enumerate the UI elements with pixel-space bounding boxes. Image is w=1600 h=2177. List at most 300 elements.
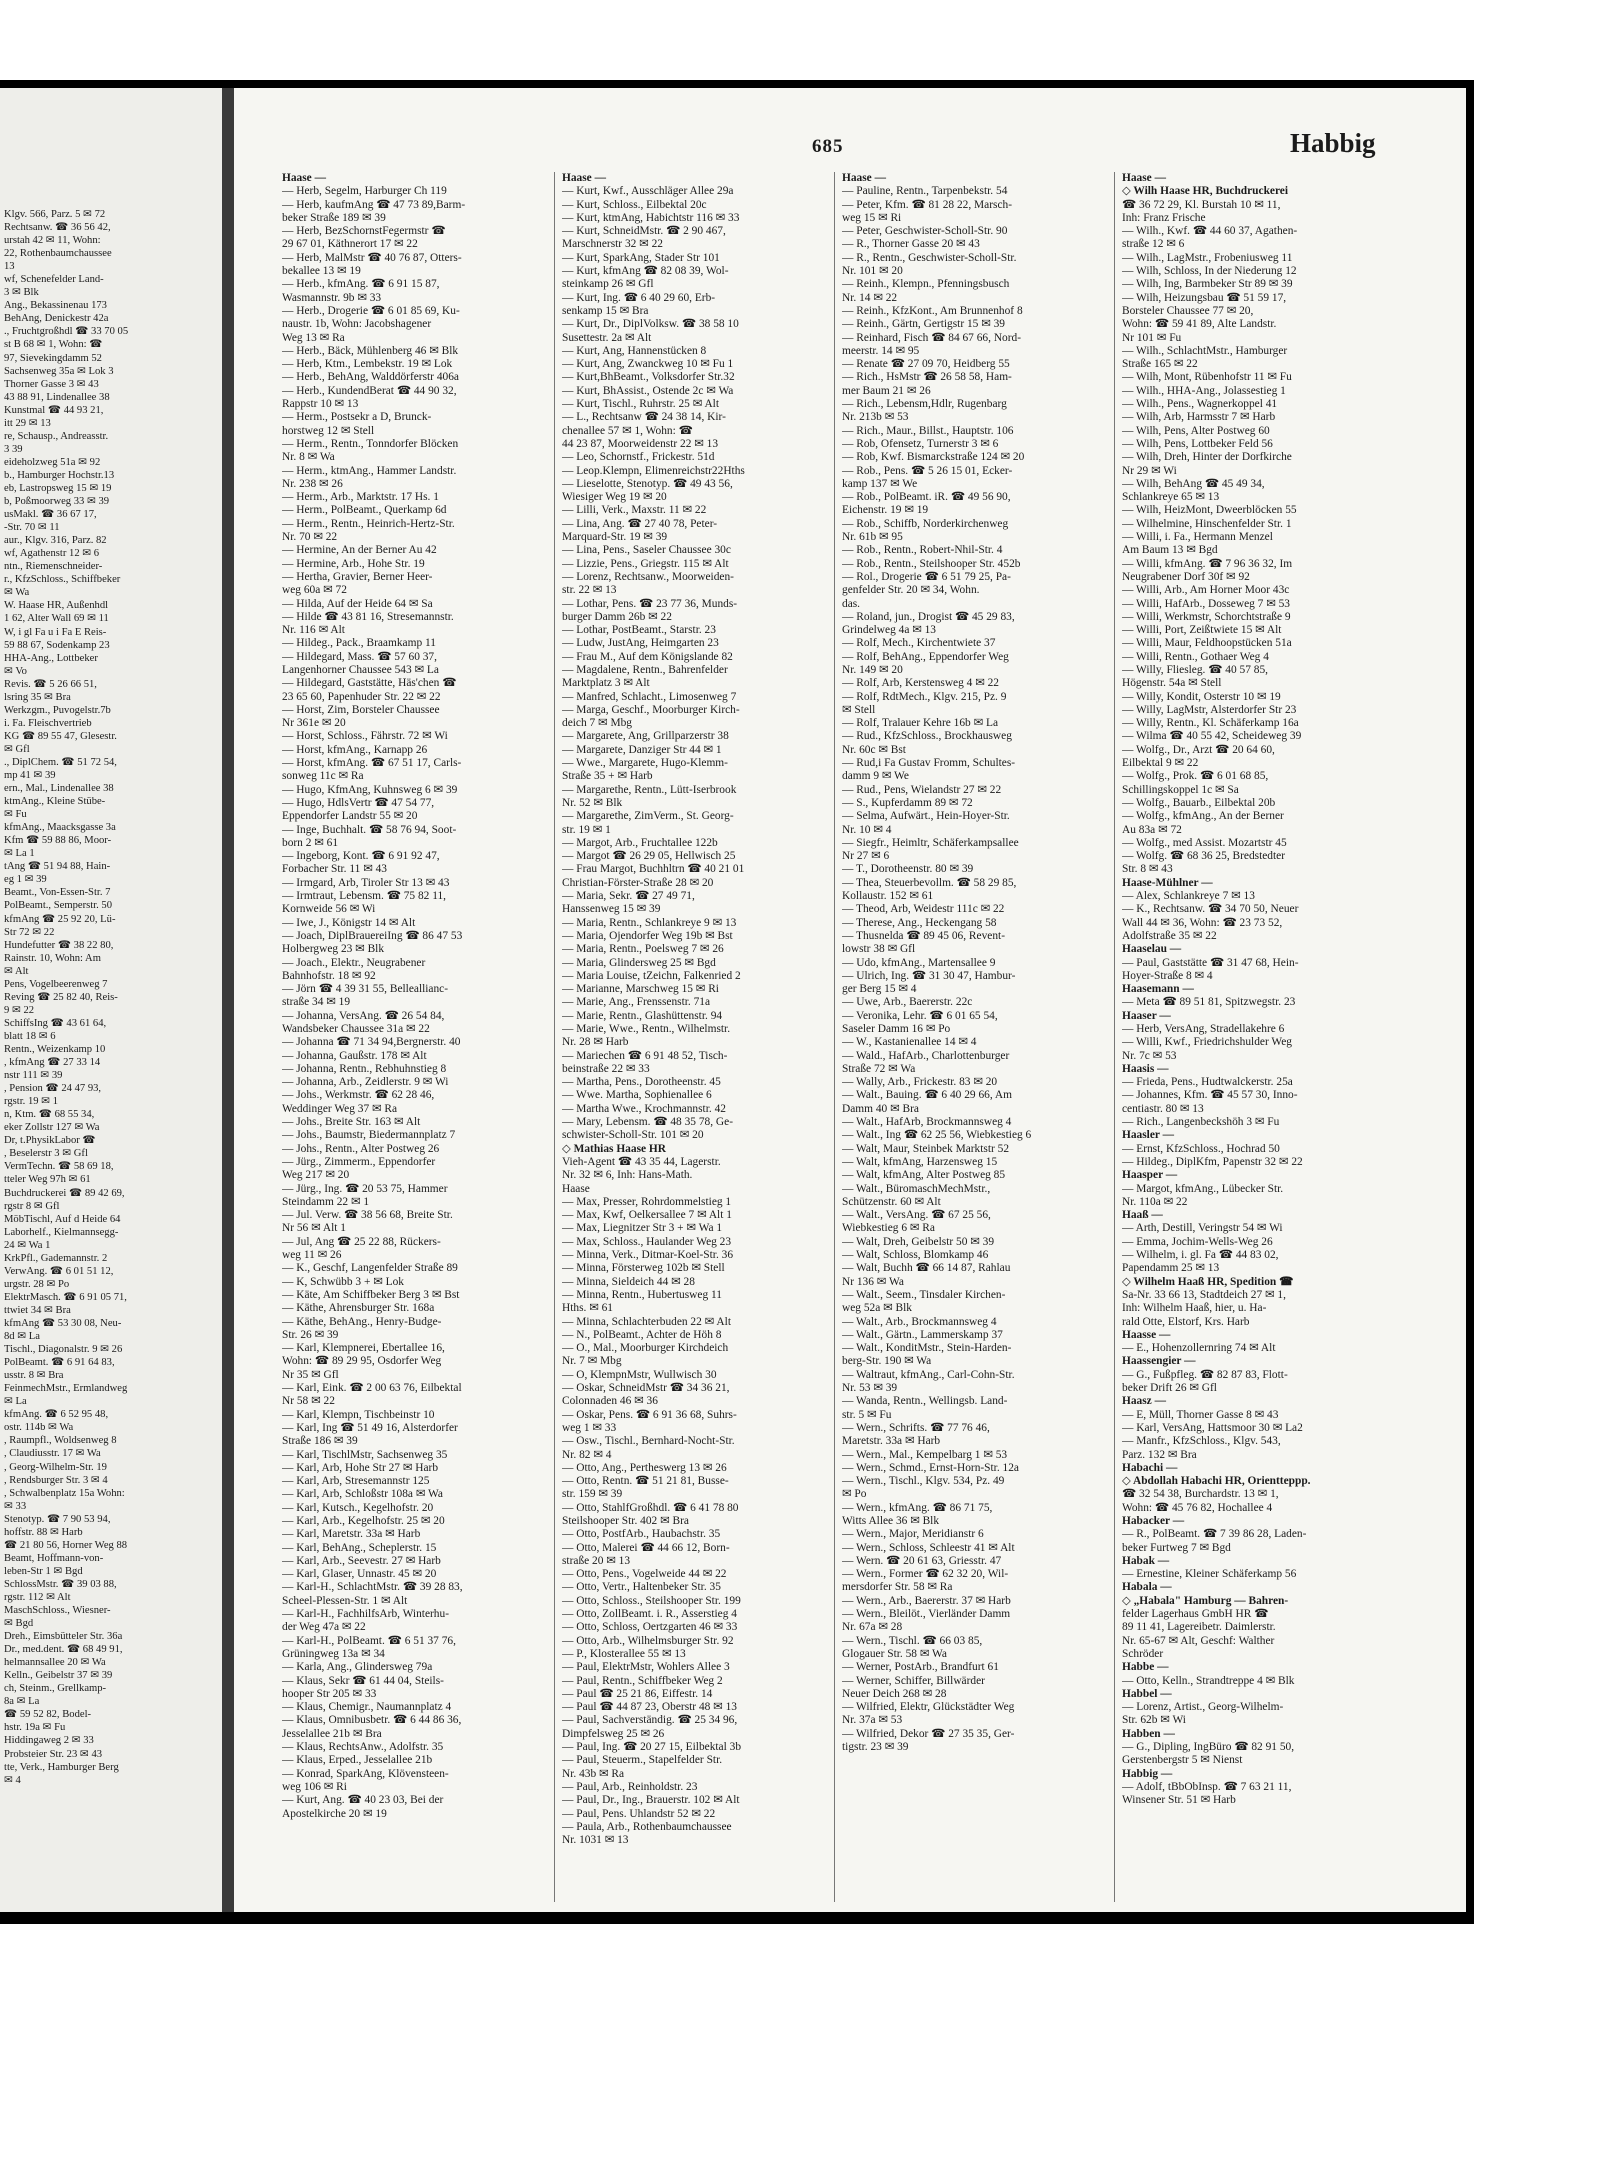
left-entry-line: Rechtsanw. ☎ 36 56 42, [4, 222, 111, 234]
entry-line: — Wern., Tischl., Klgv. 534, Pz. 49 [842, 1475, 1005, 1488]
entry-line: — Paul ☎ 25 21 86, Eiffestr. 14 [562, 1687, 713, 1700]
entry-line: — Karl, Klempn, Tischbeinstr 10 [282, 1408, 435, 1421]
entry-line: — Wilh, Ing, Barmbeker Str 89 ✉ 39 [1122, 278, 1293, 291]
left-entry-line: kfmAng. ☎ 6 52 95 48, [4, 1409, 109, 1421]
entry-line: Eilbektal 9 ✉ 22 [1122, 757, 1199, 770]
entry-line: — R., Rentn., Geschwister-Scholl-Str. [842, 251, 1017, 264]
entry-line: — Rolf, BehAng., Eppendorfer Weg [842, 650, 1009, 663]
entry-line: — R., PolBeamt. ☎ 7 39 86 28, Laden- [1122, 1528, 1307, 1541]
entry-line: — Johs., Baumstr, Biedermannplatz 7 [282, 1129, 456, 1142]
left-entry-line: Ang., Bekassinenau 173 [4, 300, 107, 312]
entry-line: — Walt., VersAng. ☎ 67 25 56, [842, 1209, 991, 1222]
entry-line: — Horst, Zim, Borsteler Chaussee [282, 703, 440, 716]
entry-line: — Herm., PolBeamt., Querkamp 6d [282, 504, 447, 517]
entry-line: Nr. 37a ✉ 53 [842, 1714, 903, 1727]
entry-line: — Reinh., Klempn., Pfenningsbusch [842, 278, 1010, 291]
entry-line: — Rud., KfzSchloss., Brockhausweg [842, 730, 1012, 743]
entry-line: beinstraße 22 ✉ 33 [562, 1062, 650, 1075]
entry-line: Grindelweg 4a ✉ 13 [842, 624, 937, 637]
left-entry-line: ✉ 4 [4, 1774, 21, 1786]
entry-line: str. 19 ✉ 1 [562, 823, 611, 836]
left-entry-line: kfmAng ☎ 25 92 20, Lü- [4, 913, 116, 925]
left-entry-line: 13 [4, 261, 15, 273]
entry-line: — Walt., Arb., Brockmannsweg 4 [842, 1315, 997, 1328]
left-entry-line: KrkPfl., Gademannstr. 2 [4, 1252, 108, 1264]
entry-line: deich 7 ✉ Mbg [562, 717, 632, 730]
entry-line: Nr. 61b ✉ 95 [842, 531, 903, 544]
entry-line: — Otto, Rentn. ☎ 51 21 81, Busse- [562, 1475, 729, 1488]
entry-line: — Irmgard, Arb, Tiroler Str 13 ✉ 43 [282, 876, 450, 889]
entry-line: — Kurt,BhBeamt., Volksdorfer Str.32 [562, 371, 735, 384]
entry-line: Maretstr. 33a ✉ Harb [842, 1435, 941, 1448]
surname-heading: Haase — [562, 172, 606, 184]
entry-line: — Jul. Verw. ☎ 38 56 68, Breite Str. [282, 1209, 453, 1222]
entry-line: Nr. 110a ✉ 22 [1122, 1195, 1188, 1208]
entry-line: Nr. 53 ✉ 39 [842, 1382, 898, 1395]
entry-line: — Karl, Glaser, Unnastr. 45 ✉ 20 [282, 1568, 437, 1581]
surname-heading: Haase — [1122, 172, 1166, 184]
entry-line: — Horst, kfmAng., Karnapp 26 [282, 743, 428, 756]
entry-line: — Maria, Rentn., Schlankreye 9 ✉ 13 [562, 916, 737, 929]
entry-line: — Otto, Vertr., Haltenbeker Str. 35 [562, 1581, 721, 1594]
left-entry-line: wf, Agathenstr 12 ✉ 6 [4, 548, 100, 560]
entry-line: — Herb., kfmAng. ☎ 6 91 15 87, [282, 278, 440, 291]
entry-line: — Maria, Ojendorfer Weg 19b ✉ Bst [562, 929, 733, 942]
left-entry-line: KG ☎ 89 55 47, Glesestr. [4, 730, 117, 742]
entry-line: — Minna, Sieldeich 44 ✉ 28 [562, 1275, 695, 1288]
entry-line: — Hilde ☎ 43 81 16, Stresemannstr. [282, 610, 454, 623]
entry-line: — Minna, Schlachterbuden 22 ✉ Alt [562, 1315, 731, 1328]
entry-line: — Wilh, Pens, Alter Postweg 60 [1122, 424, 1270, 437]
entry-line: — Wilh, Dreh, Hinter der Dorfkirche [1122, 451, 1292, 464]
left-entry-line: leben-Str 1 ✉ Bgd [4, 1565, 83, 1577]
entry-line: — Hermine, Arb., Hohe Str. 19 [282, 557, 425, 570]
entry-line: Nr. 101 ✉ 20 [842, 265, 903, 278]
entry-line: Am Baum 13 ✉ Bgd [1122, 544, 1218, 557]
entry-line: Inh: Wilhelm Haaß, hier, u. Ha- [1122, 1302, 1267, 1315]
left-entry-line: usMakl. ☎ 36 67 17, [4, 509, 97, 521]
entry-line: — Arth, Destill, Veringstr 54 ✉ Wi [1122, 1222, 1283, 1235]
entry-line: — Paul, Dr., Ing., Brauerstr. 102 ✉ Alt [562, 1794, 740, 1807]
entry-line: Papendamm 25 ✉ 13 [1122, 1262, 1220, 1275]
entry-line: — Hildegard, Gaststätte, Häs'chen ☎ [282, 677, 457, 690]
left-entry-line: ☎ 21 80 56, Horner Weg 88 [4, 1539, 128, 1551]
entry-line: — Thea, Steuerbevollm. ☎ 58 29 85, [842, 876, 1017, 889]
entry-line: — Kurt, Schloss., Eilbektal 20c [562, 198, 707, 211]
entry-line: ger Berg 15 ✉ 4 [842, 983, 917, 996]
entry-line: — Kurt, SchneidMstr. ☎ 2 90 467, [562, 225, 726, 238]
entry-line: — Rob., Schiffb, Norderkirchenweg [842, 517, 1009, 530]
entry-line: — Klaus, Omnibusbetr. ☎ 6 44 86 36, [282, 1714, 462, 1727]
entry-line: — Johanna, Gaußstr. 178 ✉ Alt [282, 1049, 427, 1062]
entry-line: — Paul, Ing. ☎ 20 27 15, Eilbektal 3b [562, 1741, 742, 1754]
entry-line: — Wwe. Martha, Sophienallee 6 [562, 1089, 712, 1102]
surname-heading: Habben — [1122, 1727, 1175, 1740]
left-entry-line: ., Fruchtgroßhdl ☎ 33 70 05 [4, 326, 129, 338]
left-entry-line: , Claudiusstr. 17 ✉ Wa [4, 1448, 101, 1460]
entry-column-2 [562, 172, 830, 1892]
surname-heading: Habachi — [1122, 1461, 1178, 1474]
entry-line: — Kurt, Dr., DiplVolksw. ☎ 38 58 10 [562, 318, 739, 331]
entry-line: — Maria, Sekr. ☎ 27 49 71, [562, 890, 695, 903]
entry-line: Marktplatz 3 ✉ Alt [562, 677, 650, 690]
entry-line: — Willy, Fliesleg. ☎ 40 57 85, [1122, 663, 1268, 676]
entry-line: Weg 217 ✉ 20 [282, 1169, 350, 1182]
entry-line: — Horst, Schloss., Fährstr. 72 ✉ Wi [282, 730, 448, 743]
entry-line: mersdorfer Str. 58 ✉ Ra [842, 1581, 953, 1594]
entry-line: — Werner, Schiffer, Billwärder [842, 1674, 985, 1687]
surname-heading: Haaselau — [1122, 943, 1182, 956]
entry-line: Nr 27 ✉ 6 [842, 850, 890, 863]
entry-line: — Johannes, Kfm. ☎ 45 57 30, Inno- [1122, 1089, 1298, 1102]
surname-heading: Haaser — [1122, 1009, 1171, 1022]
entry-line: — Willi, Werkmstr, Schorchtstraße 9 [1122, 610, 1291, 623]
left-entry-line: b, Poßmoorweg 33 ✉ 39 [4, 496, 110, 508]
entry-line: Nr. 28 ✉ Harb [562, 1036, 629, 1049]
entry-line: berg-Str. 190 ✉ Wa [842, 1355, 932, 1368]
entry-line: Nr. 32 ✉ 6, Inh: Hans-Math. [562, 1169, 693, 1182]
left-entry-line: VermTechn. ☎ 58 69 18, [4, 1161, 114, 1173]
entry-line: — Willy, Kondit, Osterstr 10 ✉ 19 [1122, 690, 1281, 703]
entry-line: — Willi, Kwf., Friedrichshulder Weg [1122, 1036, 1292, 1049]
entry-line: — Rud,i Fa Gustav Fromm, Schultes- [842, 757, 1016, 770]
entry-line: — Kurt, SparkAng, Stader Str 101 [562, 251, 720, 264]
entry-line: Nr. 65-67 ✉ Alt, Geschf: Walther [1122, 1634, 1275, 1647]
entry-line: — Hildeg., Pack., Braamkamp 11 [282, 637, 436, 650]
entry-line: — Iwe, J., Königstr 14 ✉ Alt [282, 916, 416, 929]
entry-line: — Minna, Försterweg 102b ✉ Stell [562, 1262, 725, 1275]
entry-line: — Jürg., Ing. ☎ 20 53 75, Hammer [282, 1182, 448, 1195]
left-entry-line: ✉ La 1 [4, 848, 35, 860]
entry-line: — Johs., Breite Str. 163 ✉ Alt [282, 1116, 421, 1129]
entry-line: Parz. 132 ✉ Bra [1122, 1448, 1197, 1461]
entry-line: — Hugo, KfmAng, Kuhnsweg 6 ✉ 39 [282, 783, 458, 796]
entry-line: — Margot ☎ 26 29 05, Hellwisch 25 [562, 850, 736, 863]
entry-line: senkamp 15 ✉ Bra [562, 304, 649, 317]
left-entry-line: eideholzweg 51a ✉ 92 [4, 456, 101, 468]
entry-line: — Martha, Pens., Dorotheenstr. 45 [562, 1076, 721, 1089]
entry-line: — Otto, Schloss., Steilshooper Str. 199 [562, 1594, 741, 1607]
entry-line: — Willy, Rentn., Kl. Schäferkamp 16a [1122, 717, 1299, 730]
entry-line: Glogauer Str. 58 ✉ Wa [842, 1647, 947, 1660]
left-entry-line: n, Ktm. ☎ 68 55 34, [4, 1109, 95, 1121]
entry-line: — Wilhelm, i. gl. Fa ☎ 44 83 02, [1122, 1249, 1279, 1262]
entry-line: — Wilh, Arb, Harmsstr 7 ✉ Harb [1122, 411, 1276, 424]
entry-line: — Hilda, Auf der Heide 64 ✉ Sa [282, 597, 433, 610]
entry-line: beker Straße 189 ✉ 39 [282, 211, 386, 224]
entry-line: born 2 ✉ 61 [282, 836, 339, 849]
entry-line: — Wilh., SchlachtMstr., Hamburger [1122, 344, 1288, 357]
entry-line: — Otto, Arb., Wilhelmsburger Str. 92 [562, 1634, 734, 1647]
entry-line: — Max, Presser, Rohrdommelstieg 1 [562, 1195, 732, 1208]
entry-line: — S., Kupferdamm 89 ✉ 72 [842, 796, 973, 809]
entry-line: kamp 137 ✉ We [842, 477, 918, 490]
entry-line: — Marie, Wwe., Rentn., Wilhelmstr. [562, 1023, 731, 1035]
entry-line: — Wilfried, Elektr, Glückstädter Weg [842, 1701, 1015, 1714]
left-entry-line: tteler Weg 97h ✉ 61 [4, 1174, 91, 1186]
entry-line: — Marie, Rentn., Glashüttenstr. 94 [562, 1009, 723, 1022]
column-divider [1114, 172, 1115, 1902]
left-entry-line: ttwiet 34 ✉ Bra [4, 1304, 71, 1316]
entry-line: — Wern., Mal., Kempelbarg 1 ✉ 53 [842, 1448, 1008, 1461]
entry-line: — Reinhard, Fisch ☎ 84 67 66, Nord- [842, 331, 1022, 344]
entry-line: — Wilh, Mont, Rübenhofstr 11 ✉ Fu [1122, 371, 1292, 384]
entry-line: — Marie, Ang., Frenssenstr. 71a [562, 996, 711, 1009]
entry-line: damm 9 ✉ We [842, 770, 909, 783]
entry-line: — Otto, ZollBeamt. i. R., Asserstieg 4 [562, 1608, 737, 1621]
entry-line: Str. 62b ✉ Wi [1122, 1714, 1186, 1727]
entry-line: — Herm., Rentn., Heinrich-Hertz-Str. [282, 517, 455, 530]
entry-line: — Herb, VersAng, Stradellakehre 6 [1122, 1023, 1285, 1035]
entry-line: beker Furtweg 7 ✉ Bgd [1122, 1541, 1231, 1554]
entry-line: — Wern., Schrifts. ☎ 77 76 46, [842, 1421, 990, 1434]
entry-line: — Selma, Aufwärt., Hein-Hoyer-Str. [842, 810, 1010, 823]
entry-line: Marquard-Str. 19 ✉ 39 [562, 531, 668, 544]
entry-line: — Karl, TischlMstr, Sachsenweg 35 [282, 1448, 448, 1461]
left-entry-line: , kfmAng ☎ 27 33 14 [4, 1057, 101, 1069]
left-entry-line: b., Hamburger Hochstr.13 [4, 469, 115, 481]
entry-line: — Paul, ElektrMstr, Wohlers Allee 3 [562, 1661, 730, 1674]
entry-line: straße 20 ✉ 13 [562, 1554, 631, 1567]
entry-line: — Wolfg., med Assist. Mozartstr 45 [1122, 836, 1287, 849]
entry-line: — Lina, Pens., Saseler Chaussee 30c [562, 544, 731, 557]
book-gutter [222, 88, 234, 1912]
entry-line: — Udo, kfmAng., Martensallee 9 [842, 956, 996, 969]
entry-line: Wasmannstr. 9b ✉ 33 [282, 291, 382, 304]
entry-line: — Käte, Am Schiffbeker Berg 3 ✉ Bst [282, 1288, 460, 1301]
entry-line: ◇ „Habala" Hamburg — Bahren- [1122, 1594, 1289, 1607]
entry-line: — Wilh., HHA-Ang., Jolassestieg 1 [1122, 384, 1286, 397]
entry-line: Nr 29 ✉ Wi [1122, 464, 1177, 477]
entry-line: — Margot, kfmAng., Lübecker Str. [1122, 1182, 1284, 1195]
entry-line: — Otto, Schloss, Oertzgarten 46 ✉ 33 [562, 1621, 738, 1634]
entry-line: — Otto, Ang., Pertheswerg 13 ✉ 26 [562, 1461, 727, 1474]
entry-line: — Renate ☎ 27 09 70, Heidberg 55 [842, 358, 1010, 371]
left-entry-line: nstr 111 ✉ 39 [4, 1070, 63, 1082]
entry-line: — Willi, i. Fa., Hermann Menzel [1122, 531, 1273, 544]
entry-line: Sa-Nr. 33 66 13, Stadtdeich 27 ✉ 1, [1122, 1288, 1286, 1301]
entry-line: Wohn: ☎ 45 76 82, Hochallee 4 [1122, 1501, 1273, 1514]
entry-line: — Johanna, VersAng. ☎ 26 54 84, [282, 1009, 445, 1022]
left-entry-line: , Pension ☎ 24 47 93, [4, 1083, 102, 1095]
entry-line: — Paul, Rentn., Schiffbeker Weg 2 [562, 1674, 723, 1687]
entry-line: ✉ Stell [842, 703, 876, 716]
surname-heading: Habala — [1122, 1581, 1172, 1594]
left-entry-line: mp 41 ✉ 39 [4, 770, 56, 782]
entry-line: — Rob., Pens. ☎ 5 26 15 01, Ecker- [842, 464, 1013, 477]
entry-line: Borsteler Chaussee 77 ✉ 20, [1122, 304, 1254, 317]
entry-line: Kollaustr. 152 ✉ 61 [842, 890, 934, 903]
left-entry-line: urstah 42 ✉ 11, Wohn: [4, 235, 101, 247]
left-entry-line: Sachsenweg 35a ✉ Lok 3 [4, 365, 114, 377]
entry-line: Nr. 60c ✉ Bst [842, 743, 906, 756]
entry-line: — Frau M., Auf dem Königslande 82 [562, 650, 733, 663]
left-entry-line: ntn., Riemenschneider- [4, 561, 103, 573]
entry-line: — Hildegard, Mass. ☎ 57 60 37, [282, 650, 437, 663]
entry-line: — Herb., Drogerie ☎ 6 01 85 69, Ku- [282, 304, 460, 317]
entry-line: Nr. 7 ✉ Mbg [562, 1355, 622, 1368]
left-entry-line: blatt 18 ✉ 6 [4, 1030, 56, 1042]
left-entry-line: hstr. 19a ✉ Fu [4, 1722, 66, 1734]
entry-line: — Herm., Rentn., Tonndorfer Blöcken [282, 437, 459, 450]
entry-line: Straße 35 + ✉ Harb [562, 770, 653, 783]
entry-line: — Minna, Rentn., Hubertusweg 11 [562, 1288, 722, 1301]
entry-line: Schillingskoppel 1c ✉ Sa [1122, 783, 1239, 796]
entry-line: Apostelkirche 20 ✉ 19 [282, 1807, 387, 1820]
entry-line: Grüningweg 13a ✉ 34 [282, 1647, 385, 1660]
entry-line: — Meta ☎ 89 51 81, Spitzwegstr. 23 [1122, 996, 1296, 1009]
entry-line: — Rolf, Mech., Kirchentwiete 37 [842, 637, 996, 650]
entry-line: — Paul, Pens. Uhlandstr 52 ✉ 22 [562, 1807, 716, 1820]
entry-line: — Paul, Gaststätte ☎ 31 47 68, Hein- [1122, 956, 1299, 969]
entry-line: Witts Allee 36 ✉ Blk [842, 1514, 940, 1527]
entry-line: — Walt., Ing ☎ 62 25 56, Wiebkestieg 6 [842, 1129, 1032, 1142]
entry-line: — Martha Wwe., Krochmannstr. 42 [562, 1102, 726, 1115]
entry-line: 89 11 41, Lagereibetr. Daimlerstr. [1122, 1621, 1276, 1634]
left-entry-line: Beamt, Hoffmann-von- [4, 1552, 104, 1564]
left-entry-line: ✉ Vo [4, 665, 27, 677]
entry-line: — Maria, Rentn., Poelsweg 7 ✉ 26 [562, 943, 724, 956]
entry-line: — Otto, Kelln., Strandtreppe 4 ✉ Blk [1122, 1674, 1295, 1687]
left-entry-line: , Raumpfl., Woldsenweg 8 [4, 1435, 117, 1447]
entry-line: — Roland, jun., Drogist ☎ 45 29 83, [842, 610, 1015, 623]
entry-line: — Ludw, JustAng, Heimgarten 23 [562, 637, 719, 650]
surname-heading: Habbig — [1122, 1767, 1173, 1780]
left-entry-line: rgstr 8 ✉ Gfl [4, 1200, 60, 1212]
entry-line: beker Drift 26 ✉ Gfl [1122, 1382, 1217, 1395]
left-entry-line: ElektrMasch. ☎ 6 91 05 71, [4, 1291, 127, 1303]
left-entry-line: i. Fa. Fleischvertrieb [4, 717, 92, 729]
entry-line: — Horst, kfmAng. ☎ 67 51 17, Carls- [282, 757, 462, 770]
entry-line: — Irmtraut, Lebensm. ☎ 75 82 11, [282, 890, 447, 903]
left-entry-line: 8d ✉ La [4, 1331, 40, 1343]
entry-line: — Walt., BüromaschMechMstr., [842, 1182, 991, 1195]
left-entry-line: kfmAng., Maacksgasse 3a [4, 822, 116, 834]
left-entry-line: , Beselerstr 3 ✉ Gfl [4, 1148, 88, 1160]
entry-line: — Ernestine, Kleiner Schäferkamp 56 [1122, 1568, 1297, 1581]
entry-line: Hths. ✉ 61 [562, 1302, 613, 1315]
entry-line: das. [842, 597, 861, 610]
entry-line: str. 5 ✉ Fu [842, 1408, 892, 1421]
entry-line: — Maria Louise, tZeichn, Falkenried 2 [562, 969, 741, 982]
entry-line: Nr. 43b ✉ Ra [562, 1767, 625, 1780]
entry-line: Nr. 67a ✉ 28 [842, 1621, 903, 1634]
entry-line: Nr 136 ✉ Wa [842, 1275, 904, 1288]
entry-line: Wandsbeker Chaussee 31a ✉ 22 [282, 1023, 430, 1035]
entry-line: — Therese, Ang., Heckengang 58 [842, 916, 997, 929]
bottom-margin [0, 1924, 1600, 2177]
left-entry-line: Buchdruckerei ☎ 89 42 69, [4, 1187, 125, 1199]
entry-line: ☎ 36 72 29, Kl. Burstah 10 ✉ 11, [1122, 198, 1281, 211]
left-entry-line: rgstr. 19 ✉ 1 [4, 1096, 59, 1108]
entry-line: — Karl, Maretstr. 33a ✉ Harb [282, 1528, 421, 1541]
left-entry-line: Dreh., Eimsbütteler Str. 36a [4, 1631, 123, 1643]
entry-line: 23 65 60, Papenhuder Str. 22 ✉ 22 [282, 690, 441, 703]
left-entry-line: ch, Steinm., Grellkamp- [4, 1683, 107, 1695]
entry-line: — Wally, Arb., Frickestr. 83 ✉ 20 [842, 1076, 998, 1089]
entry-line: — Lorenz, Rechtsanw., Moorweiden- [562, 570, 734, 583]
left-entry-line: helmannsallee 20 ✉ Wa [4, 1657, 106, 1669]
left-entry-line: HHA-Ang., Lottbeker [4, 652, 98, 664]
entry-line: — Karl, Arb, Schloßstr 108a ✉ Wa [282, 1488, 443, 1501]
entry-line: — Walt, Schloss, Blomkamp 46 [842, 1249, 989, 1262]
entry-line: Au 83a ✉ 72 [1122, 823, 1182, 836]
left-entry-line: Klgv. 566, Parz. 5 ✉ 72 [4, 209, 106, 220]
entry-line: — Waltraut, kfmAng., Carl-Cohn-Str. [842, 1368, 1015, 1381]
entry-line: — Karl, Ing ☎ 51 49 16, Alsterdorfer [282, 1421, 458, 1434]
entry-line: Nr 56 ✉ Alt 1 [282, 1222, 346, 1235]
left-entry-line: Reving ☎ 25 82 40, Reis- [4, 991, 118, 1003]
surname-heading: Haasse — [1122, 1328, 1171, 1341]
entry-line: — Walt., Gärtn., Lammerskamp 37 [842, 1328, 1003, 1341]
entry-line: — Marianne, Marschweg 15 ✉ Ri [562, 983, 719, 996]
entry-line: horstweg 12 ✉ Stell [282, 424, 375, 437]
surname-heading: Haase — [842, 172, 886, 184]
left-entry-line: aur., Klgv. 316, Parz. 82 [4, 535, 107, 547]
entry-line: — Margarete, Danziger Str 44 ✉ 1 [562, 743, 722, 756]
entry-line: — Käthe, Ahrensburger Str. 168a [282, 1302, 435, 1315]
entry-line: — Karl, Kutsch., Kegelhofstr. 20 [282, 1501, 434, 1514]
entry-line: — Wern., Schmd., Ernst-Horn-Str. 12a [842, 1461, 1019, 1474]
entry-line: Nr. 149 ✉ 20 [842, 663, 903, 676]
entry-line: — Wolfg., Prok. ☎ 6 01 68 85, [1122, 770, 1269, 783]
entry-line: — Manfr., KfzSchloss., Klgv. 543, [1122, 1435, 1281, 1448]
entry-line: Haase [562, 1182, 590, 1195]
entry-line: — Willi, Rentn., Gothaer Weg 4 [1122, 650, 1269, 663]
left-entry-line: 43 88 91, Lindenallee 38 [4, 391, 110, 403]
left-entry-line: W. Haase HR, Außenhdl [4, 600, 109, 612]
entry-line: — Wilh, Heizungsbau ☎ 51 59 17, [1122, 291, 1287, 304]
left-entry-line: Kunstmal ☎ 44 93 21, [4, 404, 104, 416]
entry-line: — Peter, Geschwister-Scholl-Str. 90 [842, 225, 1008, 238]
left-entry-line: usstr. 8 ✉ Bra [4, 1370, 64, 1382]
left-entry-line: PolBeamt. ☎ 6 91 64 83, [4, 1357, 115, 1369]
entry-line: — N., PolBeamt., Achter de Höh 8 [562, 1328, 722, 1341]
entry-line: — Werner, PostArb., Brandfurt 61 [842, 1661, 999, 1674]
entry-line: — Paul, Arb., Reinholdstr. 23 [562, 1780, 698, 1793]
entry-line: — Uwe, Arb., Baererstr. 22c [842, 996, 973, 1009]
entry-line: — Lieselotte, Stenotyp. ☎ 49 43 56, [562, 477, 733, 490]
entry-line: — Hildeg., DiplKfm, Papenstr 32 ✉ 22 [1122, 1155, 1303, 1168]
entry-line: weg 106 ✉ Ri [282, 1780, 347, 1793]
entry-line: — Rud., Pens, Wielandstr 27 ✉ 22 [842, 783, 1002, 796]
entry-line: — Leo, Schornstf., Frickestr. 51d [562, 451, 715, 464]
left-entry-line: ✉ Fu [4, 809, 27, 821]
left-entry-line: ., DiplChem. ☎ 51 72 54, [4, 756, 117, 768]
entry-line: — Rob., PolBeamt. iR. ☎ 49 56 90, [842, 491, 1011, 504]
entry-line: — Walt, Maur, Steinbek Marktstr 52 [842, 1142, 1010, 1155]
left-entry-line: Tischl., Diagonalstr. 9 ✉ 26 [4, 1344, 123, 1356]
entry-line: genfelder Str. 20 ✉ 34, Wohn. [842, 584, 980, 597]
entry-line: — L., Rechtsanw ☎ 24 38 14, Kir- [562, 411, 726, 424]
entry-line: Saseler Damm 16 ✉ Po [842, 1023, 951, 1035]
entry-line: — Paula, Arb., Rothenbaumchaussee [562, 1820, 732, 1833]
entry-line: Eppendorfer Landstr 55 ✉ 20 [282, 810, 418, 823]
surname-heading: Habbel — [1122, 1687, 1172, 1700]
entry-line: Langenhorner Chaussee 543 ✉ La [282, 663, 439, 676]
left-entry-line: rgstr. 112 ✉ Alt [4, 1591, 71, 1603]
entry-line: — Herm., ktmAng., Hammer Landstr. [282, 464, 457, 477]
entry-line: — Kurt, Ang. ☎ 40 23 03, Bei der [282, 1794, 444, 1807]
entry-line: — Kurt, Tischl., Ruhrstr. 25 ✉ Alt [562, 398, 720, 411]
entry-line: — Mary, Lebensm. ☎ 48 35 78, Ge- [562, 1116, 733, 1129]
page-number: 685 [812, 136, 844, 157]
left-entry-line: W, i gl Fa u i Fa E Reis- [4, 626, 107, 638]
entry-line: — Rol., Drogerie ☎ 6 51 79 25, Pa- [842, 570, 1011, 583]
entry-line: — Theod, Arb, Weidestr 111c ✉ 22 [842, 903, 1005, 916]
entry-line: — Wilh., LagMstr., Frobeniusweg 11 [1122, 251, 1293, 264]
entry-line: — Magdalene, Rentn., Bahrenfelder [562, 663, 728, 676]
